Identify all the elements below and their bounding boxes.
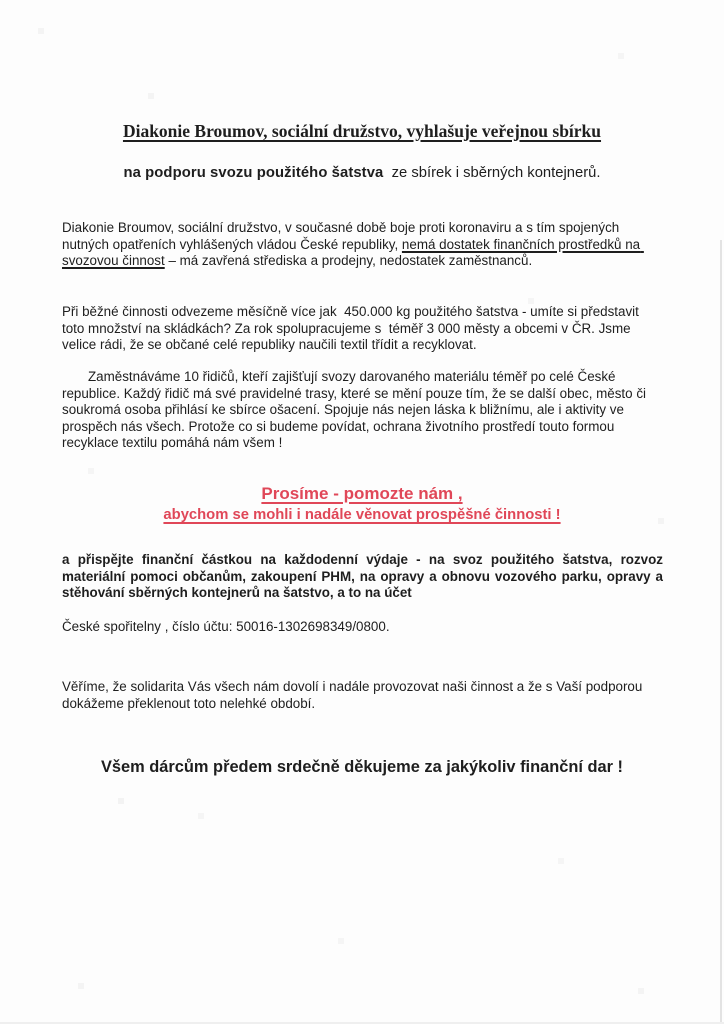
paragraph-drivers: Zaměstnáváme 10 řidičů, kteří zajišťují svozy darovaného materiálu téměř po celé České republice. Každý řidič má své pravidelné trasy, které se mění pouze tím, že se další obec, město či soukromá osoba přihlásí ke sbírce ošacení. Spojuje nás nejen láska k bližnímu, ale i aktivity ve prospěch nás všech. Protože co si budeme povídat, ochrana životního prostředí touto formou recyklace textilu pomáhá nám všem ! (62, 369, 650, 451)
closing-thanks-heading: Všem dárcům předem srdečně děkujeme za jakýkoliv finanční dar ! (101, 758, 623, 777)
appeal-heading-line1: Prosíme - pomozte nám , (261, 484, 463, 503)
document-subtitle (0, 164, 724, 182)
subtitle-rest: ze sbírek i sběrných kontejnerů. (383, 164, 601, 181)
document-title (0, 120, 724, 142)
appeal-heading-line2: abychom se mohli i nadále věnovat prospěšné činnosti ! (163, 507, 561, 523)
intro-text-after: – má zavřená střediska a prodejny, nedostatek zaměstnanců. (164, 253, 533, 269)
document-title-text: Diakonie Broumov, sociální družstvo, vyhlašuje veřejnou sbírku (122, 120, 602, 141)
scan-edge-right-artifact (720, 240, 722, 1024)
subtitle-emphasis: na podporu svozu použitého šatstva (123, 164, 384, 181)
bank-account-line: České spořitelny , číslo účtu: 50016-1302698349/0800. (62, 619, 390, 635)
scan-noise-speckles (0, 0, 2, 2)
intro-underlined-emphasis: nemá dostatek finančních prostředků na svozovou činnost (62, 236, 644, 269)
appeal-heading (0, 484, 724, 524)
paragraph-volume: Při běžné činnosti odvezeme měsíčně více jak 450.000 kg použitého šatstva - umíte si představit toto množství na skládkách? Za rok spolupracujeme s téměř 3 000 městy a obcemi v ČR. Jsme velice rádi, že se občané celé republiky naučili textil třídit a recyklovat. (62, 304, 643, 353)
intro-text: Diakonie Broumov, sociální družstvo, v současné době boje proti koronaviru a s tím spojených nutných opatřeních vyhlášených vládou České republiky, (62, 220, 623, 252)
paragraph-intro (62, 220, 663, 269)
paragraph-closing: Věříme, že solidarita Vás všech nám dovolí i nadále provozovat naši činnost a že s Vaší podporou dokážeme překlenout toto nelehké období. (62, 679, 647, 711)
paragraph-appeal-body: a přispějte finanční částkou na každodenní výdaje - na svoz použitého šatstva, rozvoz materiální pomoci občanům, zakoupení PHM, na opravy a obnovu vozového parku, opravy a stěhování sběrných kontejnerů na šatstvo, a to na účet (62, 552, 667, 601)
